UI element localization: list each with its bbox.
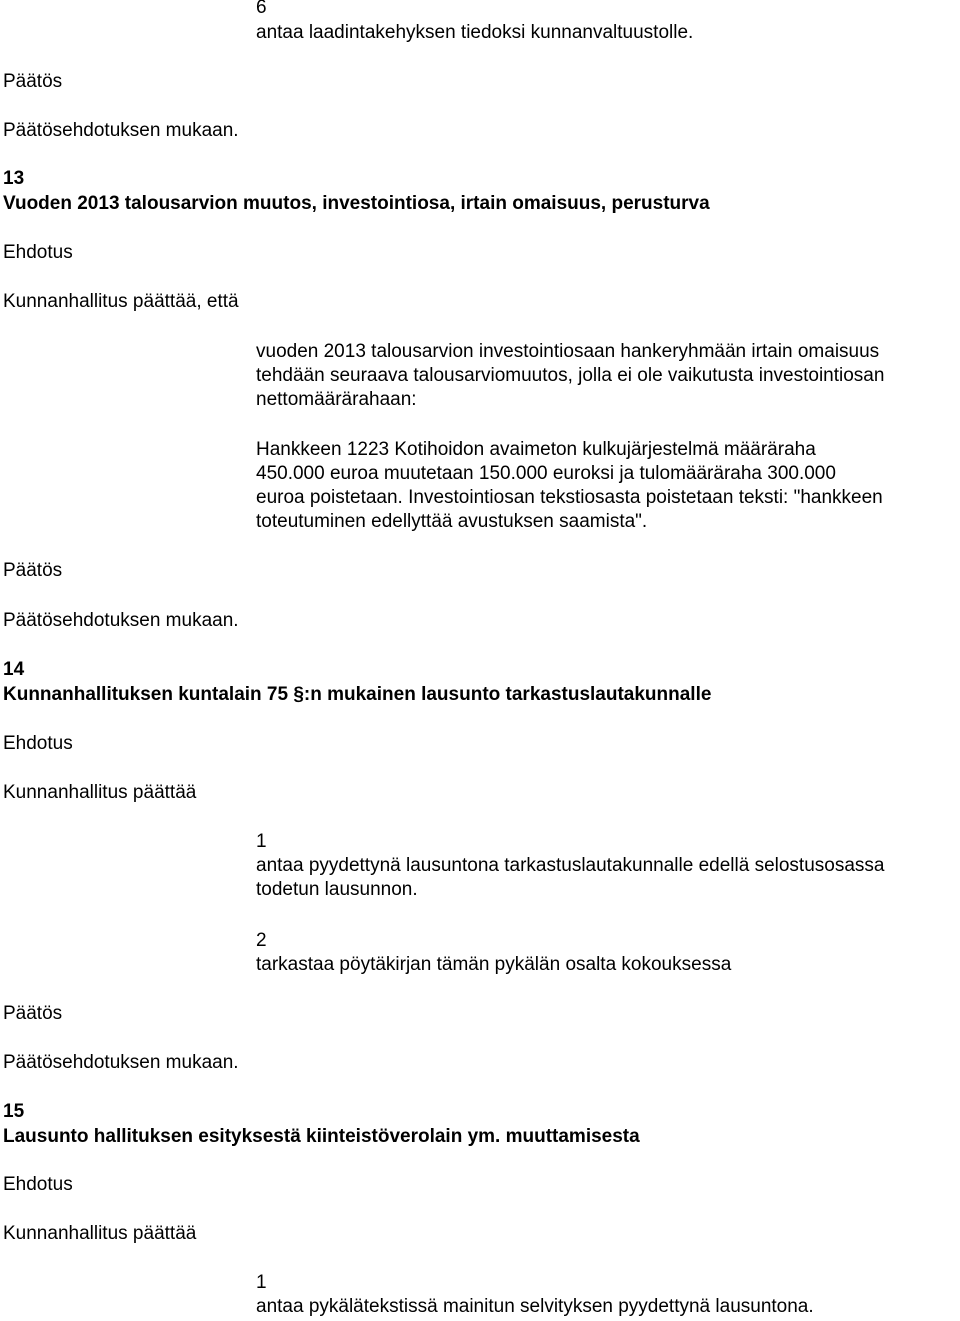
section-14-number: 14	[3, 659, 25, 680]
item-line: antaa pykälätekstissä mainitun selvityksen pyydettynä lausuntona.	[256, 1296, 814, 1317]
item-number: 1	[256, 831, 267, 852]
prev-decision-text: Päätösehdotuksen mukaan.	[3, 120, 239, 141]
section-15-item-1	[256, 1271, 960, 1319]
page-number: 6	[256, 0, 267, 18]
section-14-decision-heading: Päätös	[3, 1003, 63, 1024]
section-14-proposal-heading: Ehdotus	[3, 733, 73, 754]
section-13-number: 13	[3, 168, 25, 189]
section-14-title: Kunnanhallituksen kuntalain 75 §:n mukainen lausunto tarkastuslautakunnalle	[3, 684, 712, 705]
section-14-item-1	[256, 830, 960, 902]
paragraph-line: euroa poistetaan. Investointiosan tekstiosasta poistetaan teksti: "hankkeen	[256, 487, 883, 508]
section-13-paragraph-1	[256, 340, 960, 412]
section-13-paragraph-2	[256, 438, 960, 534]
section-15-title: Lausunto hallituksen esityksestä kiinteistöverolain ym. muuttamisesta	[3, 1126, 640, 1147]
paragraph-line: tehdään seuraava talousarviomuutos, jolla ei ole vaikutusta investointiosan	[256, 365, 885, 386]
section-14-decision-text: Päätösehdotuksen mukaan.	[3, 1052, 239, 1073]
section-13-title: Vuoden 2013 talousarvion muutos, investointiosa, irtain omaisuus, perusturva	[3, 193, 710, 214]
paragraph-line: 450.000 euroa muutetaan 150.000 euroksi ja tulomääräraha 300.000	[256, 463, 836, 484]
paragraph-line: vuoden 2013 talousarvion investointiosaan hankeryhmään irtain omaisuus	[256, 341, 880, 362]
paragraph-line: nettomäärärahaan:	[256, 389, 417, 410]
paragraph-line: Hankkeen 1223 Kotihoidon avaimeton kulkujärjestelmä määräraha	[256, 439, 816, 460]
item-number: 2	[256, 930, 267, 951]
section-13-proposal-intro: Kunnanhallitus päättää, että	[3, 291, 239, 312]
prev-decision-heading: Päätös	[3, 71, 63, 92]
section-14-item-2	[256, 929, 960, 977]
section-15-proposal-intro: Kunnanhallitus päättää	[3, 1223, 197, 1244]
section-13-decision-heading: Päätös	[3, 560, 63, 581]
paragraph-line: toteutuminen edellyttää avustuksen saamista".	[256, 511, 648, 532]
section-15-proposal-heading: Ehdotus	[3, 1174, 73, 1195]
item-line: todetun lausunnon.	[256, 879, 418, 900]
item-line: antaa pyydettynä lausuntona tarkastuslautakunnalle edellä selostusosassa	[256, 855, 885, 876]
section-13-decision-text: Päätösehdotuksen mukaan.	[3, 610, 239, 631]
section-13-proposal-heading: Ehdotus	[3, 242, 73, 263]
section-15-number: 15	[3, 1101, 25, 1122]
item-line: tarkastaa pöytäkirjan tämän pykälän osalta kokouksessa	[256, 954, 732, 975]
section-14-proposal-intro: Kunnanhallitus päättää	[3, 782, 197, 803]
prev-item-line: antaa laadintakehyksen tiedoksi kunnanvaltuustolle.	[256, 22, 694, 43]
item-number: 1	[256, 1272, 267, 1293]
